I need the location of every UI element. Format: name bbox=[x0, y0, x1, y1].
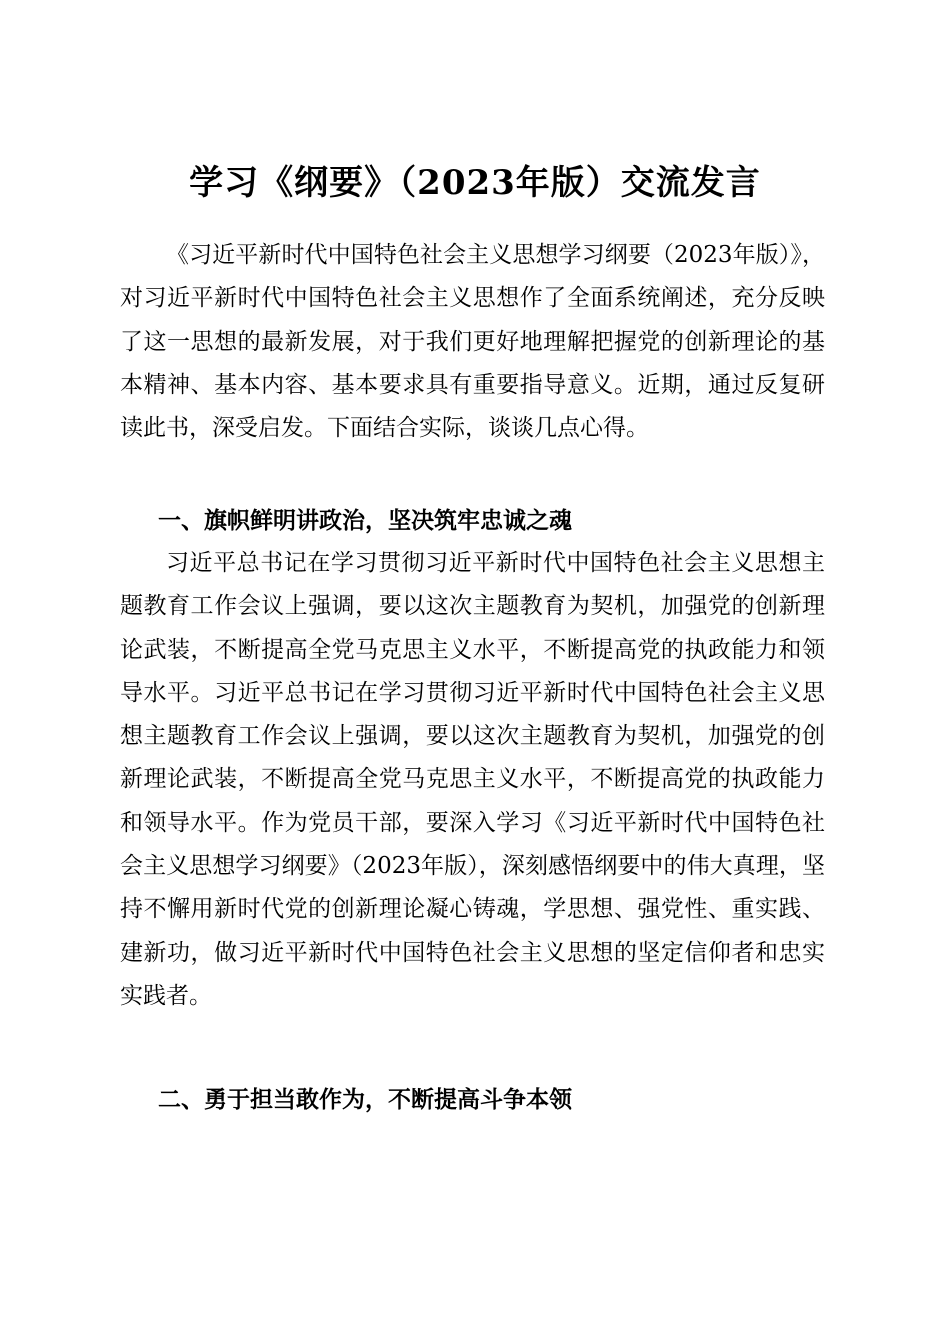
section-paragraph-1: 习近平总书记在学习贯彻习近平新时代中国特色社会主义思想主题教育工作会议上强调，要以这次主题教育为契机，加强党的创新理论武装，不断提高全党马克思主义水平，不断提高党的执政能力和领导水平。习近平总书记在学习贯彻习近平新时代中国特色社会主义思想主题教育工作会议上强调，要以这次主题教育为契机，加强党的创新理论武装，不断提高全党马克思主义水平，不断提高党的执政能力和领导水平。作为党员干部，要深入学习《习近平新时代中国特色社会主义思想学习纲要》（2023年版），深刻感悟纲要中的伟大真理，坚持不懈用新时代党的创新理论凝心铸魂，学思想、强党性、重实践、建新功，做习近平新时代中国特色社会主义思想的坚定信仰者和忠实实践者。 bbox=[120, 550, 825, 1009]
intro-paragraph: 《习近平新时代中国特色社会主义思想学习纲要（2023年版）》，对习近平新时代中国特色社会主义思想作了全面系统阐述，充分反映了这一思想的最新发展，对于我们更好地理解把握党的创新理论的基本精神、基本内容、基本要求具有重要指导意义。近期，通过反复研读此书，深受启发。下面结合实际，谈谈几点心得。 bbox=[120, 242, 825, 442]
section-heading-1: 一、旗帜鲜明讲政治，坚决筑牢忠诚之魂 bbox=[158, 508, 572, 534]
section-heading-2: 二、勇于担当敢作为，不断提高斗争本领 bbox=[158, 1087, 572, 1113]
document-title: 学习《纲要》（2023年版）交流发言 bbox=[189, 162, 761, 203]
